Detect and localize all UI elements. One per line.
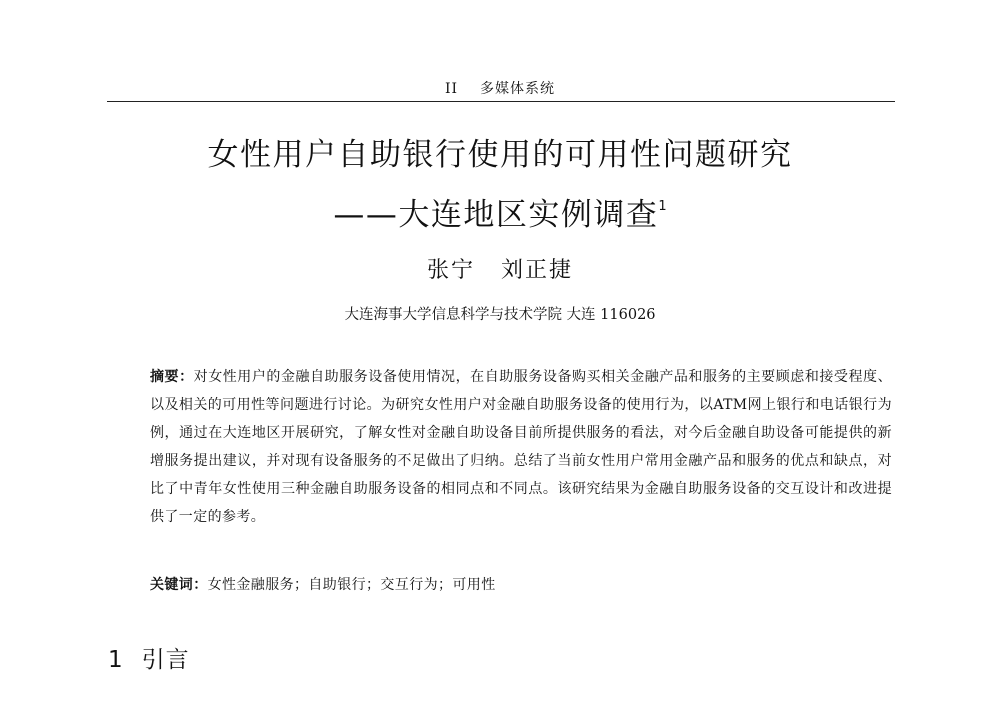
keywords [150,574,892,596]
author-name: 刘正捷 [501,258,574,283]
paper-subtitle: ——大连地区实例调查 [333,197,659,233]
abstract-text: 对女性用户的金融自助服务设备使用情况，在自助服务设备购买相关金融产品和服务的主要顾虑和接受程度、以及相关的可用性等问题进行讨论。为研究女性用户对金融自助服务设备的使用行为，以ATM网上银行和电话银行为例，通过在大连地区开展研究，了解女性对金融自助设备目前所提供服务的看法，对今后金融自助设备可能提供的新增服务提出建议，并对现有设备服务的不足做出了归纳。总结了当前女性用户常用金融产品和服务的优点和缺点，对比了中青年女性使用三种金融自助服务设备的相同点和不同点。该研究结果为金融自助服务设备的交互设计和改进提供了一定的参考。 [150,369,892,525]
section-title: 引言 [141,647,190,673]
footnote-mark: 1 [658,198,667,214]
running-header [0,78,1000,98]
running-header-section-number: II [444,81,459,97]
author-list [0,253,1000,284]
section-heading [108,641,190,674]
paper-title-line-2 [0,189,1000,234]
affiliation: 大连海事大学信息科学与技术学院 大连 116026 [344,307,656,323]
keywords-text: 女性金融服务；自助银行；交互行为；可用性 [207,577,496,593]
abstract-label: 摘要： [150,369,194,385]
author-name: 张宁 [426,258,475,283]
keywords-label: 关键词： [150,577,208,593]
header-rule [107,101,895,102]
running-header-section-title: 多媒体系统 [480,81,556,97]
paper-title-line-1: 女性用户自助银行使用的可用性问题研究 [207,137,793,173]
abstract [150,363,892,531]
section-number: 1 [108,647,124,673]
